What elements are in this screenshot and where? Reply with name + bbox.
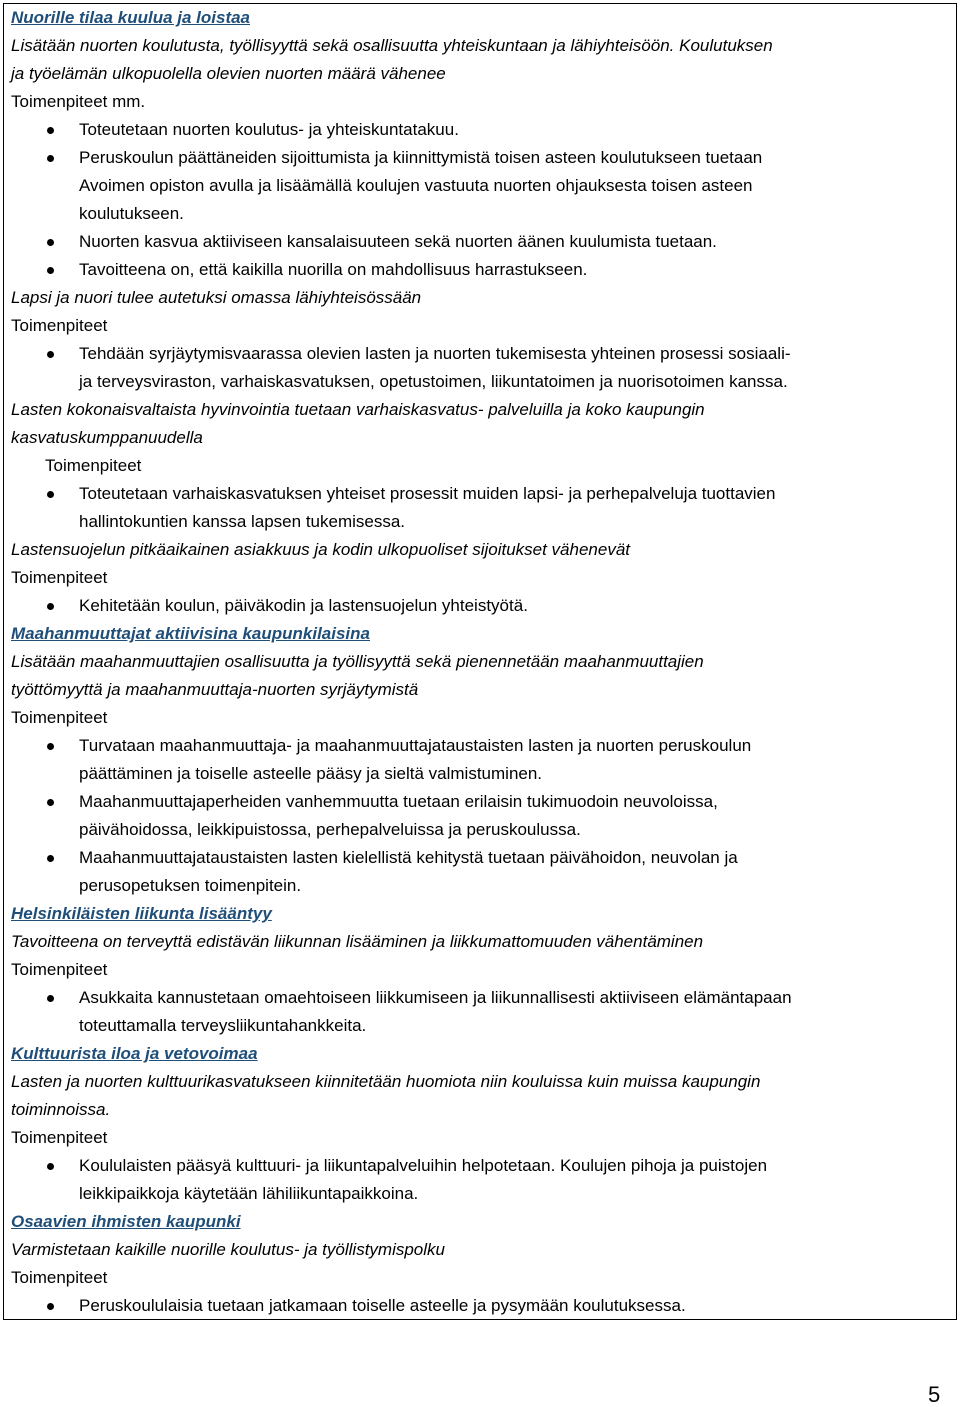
measures-label: Toimenpiteet [11, 708, 108, 727]
measure-item: Kehitetään koulun, päiväkodin ja lastensuojelun yhteistyötä. [79, 596, 528, 615]
bullet-icon [47, 239, 54, 246]
goal-text: Lasten ja nuorten kulttuurikasvatukseen kiinnitetään huomiota niin kouluissa kuin muissa kaupungin [11, 1072, 761, 1091]
goal-text: Lisätään maahanmuuttajien osallisuutta ja työllisyyttä sekä pienennetään maahanmuuttajien [11, 652, 704, 671]
bullet-icon [47, 155, 54, 162]
measures-label: Toimenpiteet [11, 568, 108, 587]
bullet-icon [47, 603, 54, 610]
section-heading: Kulttuurista iloa ja vetovoimaa [11, 1044, 258, 1063]
bullet-icon [47, 995, 54, 1002]
measure-item: päättäminen ja toiselle asteelle pääsy ja sieltä valmistuminen. [79, 764, 543, 783]
bullet-icon [47, 1163, 54, 1170]
measures-label: Toimenpiteet mm. [11, 92, 146, 111]
measure-item: Peruskoululaisia tuetaan jatkamaan toiselle asteelle ja pysymään koulutuksessa. [79, 1296, 686, 1315]
measure-item: Turvataan maahanmuuttaja- ja maahanmuuttajataustaisten lasten ja nuorten peruskoulun [79, 736, 752, 755]
bullet-icon [47, 267, 54, 274]
page-number: 5 [928, 1382, 941, 1407]
bullet-icon [47, 743, 54, 750]
goal-text: työttömyyttä ja maahanmuuttaja-nuorten syrjäytymistä [11, 680, 419, 699]
bullet-icon [47, 1303, 54, 1310]
section-heading: Osaavien ihmisten kaupunki [11, 1212, 241, 1231]
section-heading: Nuorille tilaa kuulua ja loistaa [11, 8, 251, 27]
measure-item: Tehdään syrjäytymisvaarassa olevien lasten ja nuorten tukemisesta yhteinen prosessi sosiaali- [79, 344, 791, 363]
goal-text: Tavoitteena on terveyttä edistävän liikunnan lisääminen ja liikkumattomuuden vähentäminen [11, 932, 704, 951]
bullet-icon [47, 127, 54, 134]
measure-item: hallintokuntien kanssa lapsen tukemisessa. [79, 512, 406, 531]
measure-item: ja terveysviraston, varhaiskasvatuksen, opetustoimen, liikuntatoimen ja nuorisotoimen kanssa. [79, 372, 788, 391]
goal-text: Lapsi ja nuori tulee autetuksi omassa lähiyhteisössään [11, 288, 422, 307]
measure-item: Maahanmuuttajataustaisten lasten kielellistä kehitystä tuetaan päivähoidon, neuvolan ja [79, 848, 738, 867]
measure-item: Asukkaita kannustetaan omaehtoiseen liikkumiseen ja liikunnallisesti aktiiviseen elämäntapaan [79, 988, 792, 1007]
goal-text: Lasten kokonaisvaltaista hyvinvointia tuetaan varhaiskasvatus- palveluilla ja koko kaupungin [11, 400, 705, 419]
goal-text: kasvatuskumppanuudella [11, 428, 203, 447]
goal-text: Lisätään nuorten koulutusta, työllisyyttä sekä osallisuutta yhteiskuntaan ja lähiyhteisöön. Koulutuksen [11, 36, 773, 55]
measures-label: Toimenpiteet [11, 1268, 108, 1287]
measure-item: Tavoitteena on, että kaikilla nuorilla on mahdollisuus harrastukseen. [79, 260, 588, 279]
measure-item: koulutukseen. [79, 204, 184, 223]
measures-label: Toimenpiteet [11, 1128, 108, 1147]
measure-item: Nuorten kasvua aktiiviseen kansalaisuuteen sekä nuorten äänen kuulumista tuetaan. [79, 232, 717, 251]
measures-label: Toimenpiteet [45, 456, 142, 475]
bullet-icon [47, 351, 54, 358]
bullet-icon [47, 855, 54, 862]
bullet-icon [47, 799, 54, 806]
goal-text: Varmistetaan kaikille nuorille koulutus- ja työllistymispolku [11, 1240, 445, 1259]
measure-item: Peruskoulun päättäneiden sijoittumista ja kiinnittymistä toisen asteen koulutukseen tuetaan [79, 148, 763, 167]
bullet-icon [47, 491, 54, 498]
measure-item: toteuttamalla terveysliikuntahankkeita. [79, 1016, 367, 1035]
goal-text: Lastensuojelun pitkäaikainen asiakkuus ja kodin ulkopuoliset sijoitukset vähenevät [11, 540, 631, 559]
measure-item: Koululaisten pääsyä kulttuuri- ja liikuntapalveluihin helpotetaan. Koulujen pihoja ja puistojen [79, 1156, 768, 1175]
measure-item: päivähoidossa, leikkipuistossa, perhepalveluissa ja peruskoulussa. [79, 820, 581, 839]
measure-item: Toteutetaan varhaiskasvatuksen yhteiset prosessit muiden lapsi- ja perhepalveluja tuottavien [79, 484, 776, 503]
measure-item: Toteutetaan nuorten koulutus- ja yhteiskuntatakuu. [79, 120, 459, 139]
measure-item: perusopetuksen toimenpitein. [79, 876, 302, 895]
section-heading: Helsinkiläisten liikunta lisääntyy [11, 904, 272, 923]
measure-item: Avoimen opiston avulla ja lisäämällä koulujen vastuuta nuorten ohjauksesta toisen asteen [79, 176, 753, 195]
section-heading: Maahanmuuttajat aktiivisina kaupunkilaisina [11, 624, 370, 643]
measures-label: Toimenpiteet [11, 316, 108, 335]
goal-text: toiminnoissa. [11, 1100, 111, 1119]
measure-item: Maahanmuuttajaperheiden vanhemmuutta tuetaan erilaisin tukimuodoin neuvoloissa, [79, 792, 718, 811]
measure-item: leikkipaikkoja käytetään lähiliikuntapaikkoina. [79, 1184, 419, 1203]
goal-text: ja työelämän ulkopuolella olevien nuorten määrä vähenee [11, 64, 446, 83]
measures-label: Toimenpiteet [11, 960, 108, 979]
